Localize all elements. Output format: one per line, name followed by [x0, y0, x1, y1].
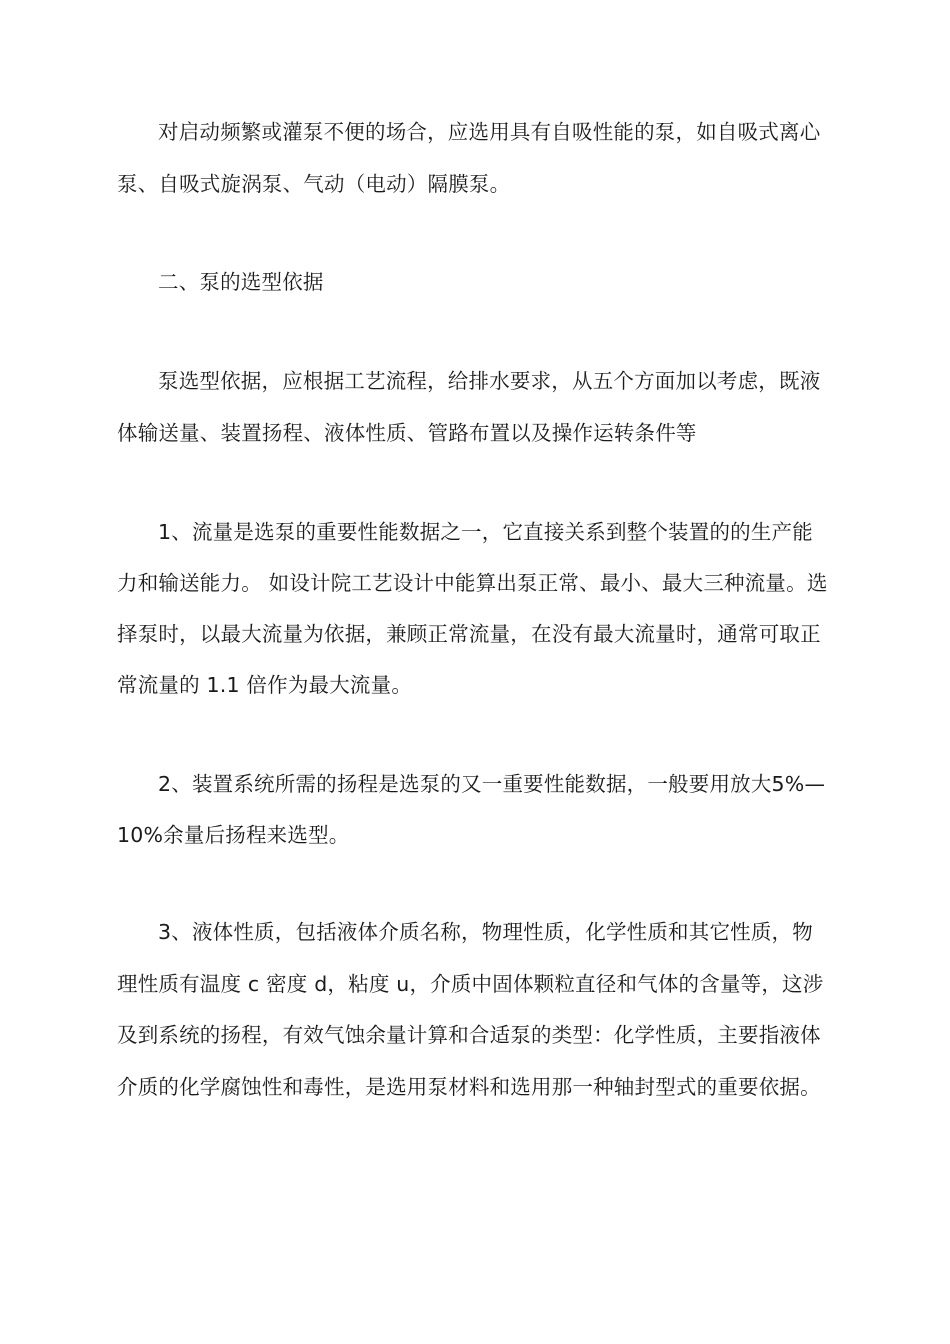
section-heading-selection-basis: 二、泵的选型依据	[158, 270, 324, 294]
paragraph-self-priming-pumps: 对启动频繁或灌泵不便的场合，应选用具有自吸性能的泵，如自吸式离心泵、自吸式旋涡泵、气动（电动）隔膜泵。	[117, 120, 821, 196]
paragraph-liquid-properties: 3、液体性质，包括液体介质名称，物理性质，化学性质和其它性质，物理性质有温度 c 密度 d，粘度 u，介质中固体颗粒直径和气体的含量等，这涉及到系统的扬程，有效气蚀余量计算和合适泵的类型：化学性质，主要指液体介质的化学腐蚀性和毒性，是选用泵材料和选用那一种轴封型式的重要依据。	[117, 920, 824, 1099]
paragraph-head: 2、装置系统所需的扬程是选泵的又一重要性能数据，一般要用放大5%—10%余量后扬程来选型。	[117, 772, 826, 847]
paragraph-selection-basis: 泵选型依据，应根据工艺流程，给排水要求，从五个方面加以考虑，既液体输送量、装置扬程、液体性质、管路布置以及操作运转条件等	[117, 369, 821, 445]
paragraph-flow-rate: 1、流量是选泵的重要性能数据之一，它直接关系到整个装置的的生产能力和输送能力。 如设计院工艺设计中能算出泵正常、最小、最大三种流量。选择泵时，以最大流量为依据，兼顾正常流量，在没有最大流量时，通常可取正常流量的 1.1 倍作为最大流量。	[117, 520, 828, 697]
